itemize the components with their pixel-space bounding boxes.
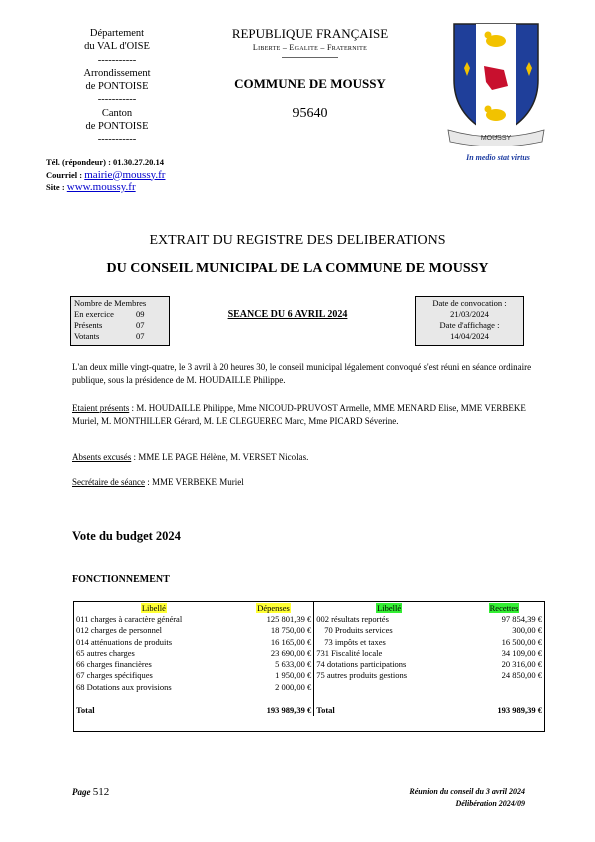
table-row: 68 Dotations aux provisions 2 000,00 €	[74, 681, 544, 692]
page-number: 512	[92, 786, 110, 798]
convocation-date: 21/03/2024	[450, 309, 489, 319]
dept-line: -----------	[97, 94, 137, 106]
divider	[282, 57, 338, 58]
dept-line: de PONTOISE	[85, 81, 149, 93]
coat-of-arms-icon	[446, 18, 546, 146]
site-link[interactable]: www.moussy.fr	[66, 181, 136, 193]
dept-line: Arrondissement	[83, 67, 151, 79]
table-row: 014 atténuations de produits 16 165,00 € 73 impôts et taxes 16 500,00 €	[76, 636, 542, 647]
phone: Tél. (répondeur) : 01.30.27.20.14	[46, 157, 165, 167]
members-row: En exercice 09	[74, 309, 145, 319]
document-title: EXTRAIT DU REGISTRE DES DELIBERATIONS	[149, 233, 446, 248]
present-paragraph: Etaient présents : M. HOUDAILLE Philippe, Mme NICOUD-PRUVOST Armelle, MME MENARD Elise, MME VERBEKE Muriel, M. MONTHILLER Gérard, M. LE CLEGUEREC Marc, Mme PICARD Séverine.	[72, 403, 526, 427]
table-row: 011 charges à caractère général 125 801,39 € 002 résultats reportés 97 854,39 €	[76, 613, 542, 624]
table-header: Libellé Dépenses Libellé Recettes	[141, 602, 519, 613]
table-total-row: Total 193 989,39 € Total 193 989,39 €	[74, 692, 544, 715]
table-row: 67 charges spécifiques 1 950,00 € 75 autres produits gestions 24 850,00 €	[76, 670, 542, 681]
table-row: 012 charges de personnel 18 750,00 € 70 Produits services 300,00 €	[76, 625, 542, 636]
dept-line: de PONTOISE	[85, 121, 149, 133]
commune-name: COMMUNE DE MOUSSY	[234, 76, 386, 91]
department-block	[52, 27, 182, 147]
intro-paragraph: L'an deux mille vingt-quatre, le 3 avril à 20 heures 30, le conseil municipal légalement convoqué s'est réuni en séance ordinaire publique, sous la présidence de M. HOUDAILLE Philippe.	[72, 362, 532, 386]
footer-reference	[340, 786, 525, 810]
members-row: Présents 07	[74, 320, 145, 330]
republic-title: REPUBLIQUE FRANÇAISE	[231, 26, 389, 41]
page-footer: Page 512	[72, 786, 110, 798]
display-label: Date d'affichage :	[439, 320, 500, 330]
crest-motto: In medio stat virtus	[466, 153, 530, 162]
dept-line: du VAL d'OISE	[84, 41, 150, 53]
email-link[interactable]: mairie@moussy.fr	[84, 168, 166, 181]
members-row: Votants 07	[74, 331, 145, 341]
document-subtitle: DU CONSEIL MUNICIPAL DE LA COMMUNE DE MOUSSY	[106, 261, 489, 276]
dept-line: Canton	[101, 107, 133, 119]
display-date: 14/04/2024	[450, 331, 489, 341]
dept-line: -----------	[97, 134, 137, 146]
dept-line: -----------	[97, 54, 137, 66]
vote-title: Vote du budget 2024	[72, 529, 181, 543]
email-row	[46, 169, 165, 182]
dept-line: Département	[89, 28, 145, 39]
republic-motto: Liberte – Egalite – Fraternite	[252, 43, 368, 52]
secretary-paragraph: Secrétaire de séance : MME VERBEKE Muriel	[72, 477, 244, 487]
site-row	[46, 181, 165, 194]
meeting-reference: Réunion du conseil du 3 avril 2024	[409, 787, 525, 796]
members-title: Nombre de Membres	[74, 298, 147, 308]
email-label: Courriel :	[46, 169, 85, 180]
deliberation-reference: Délibération 2024/09	[455, 799, 525, 808]
site-label: Site :	[46, 182, 67, 192]
seance-title: SEANCE DU 6 AVRIL 2024	[227, 309, 348, 320]
members-box	[70, 296, 170, 346]
republic-header	[205, 26, 415, 122]
table-row: 66 charges financières 5 633,00 € 74 dotations participations 20 316,00 €	[76, 659, 542, 670]
table-row: 65 autres charges 23 690,00 € 731 Fiscalité locale 34 109,00 €	[76, 647, 542, 658]
convocation-label: Date de convocation :	[432, 298, 507, 308]
budget-table	[73, 601, 545, 732]
crest-banner: MOUSSY	[480, 135, 512, 142]
postcode: 95640	[292, 106, 328, 121]
convocation-box	[415, 296, 524, 346]
absent-paragraph: Absents excusés : MME LE PAGE Hélène, M. VERSET Nicolas.	[72, 452, 309, 462]
section-title: FONCTIONNEMENT	[72, 574, 170, 585]
contact-block	[46, 156, 165, 194]
